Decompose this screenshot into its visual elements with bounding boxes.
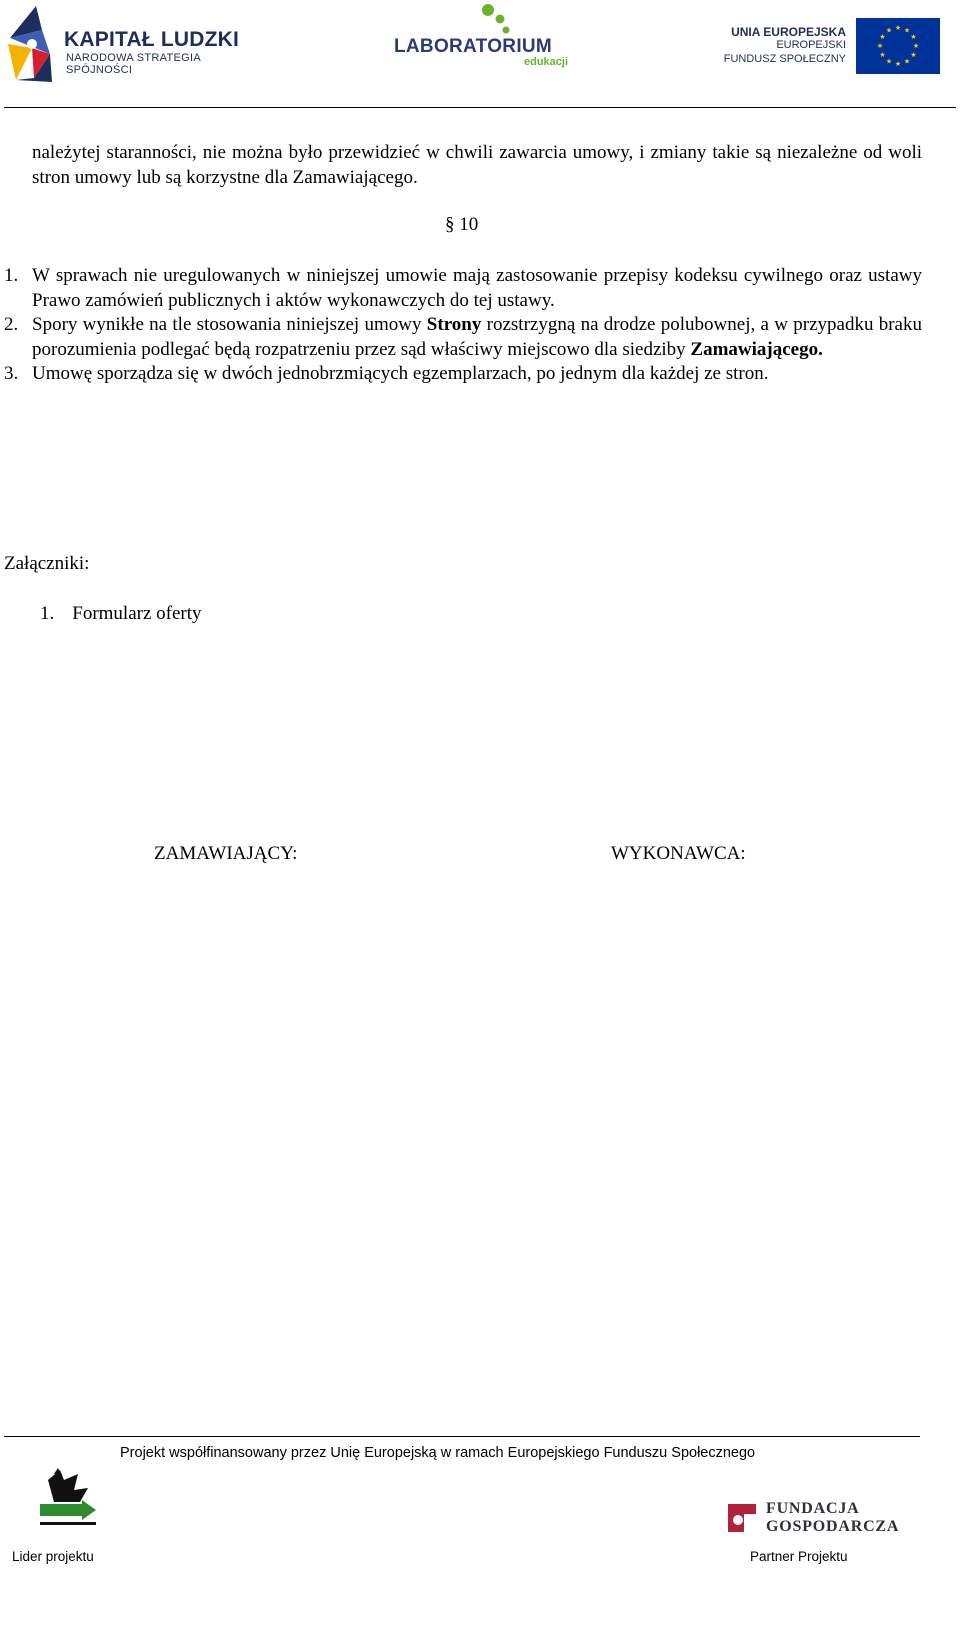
header-divider [4,107,956,108]
section-heading: § 10 [445,214,479,235]
list-item-text: Umowę sporządza się w dwóch jednobrzmiących egzemplarzach, po jednym dla każdej ze stron. [32,363,769,384]
attachments-label: Załączniki: [4,553,90,574]
kapital-ludzki-emblem-icon [6,4,62,84]
svg-text:★: ★ [912,42,920,50]
eu-subtitle-line1: EUROPEJSKI [776,39,846,51]
laboratorium-dots-icon [388,0,578,40]
eu-logo [700,16,940,80]
signature-label-client: ZAMAWIAJĄCY: [154,843,298,864]
laboratorium-title: LABORATORIUM [394,36,553,57]
fundacja-gospodarcza-logo [724,1498,914,1538]
attachment-text: Formularz oferty [72,603,202,624]
clause-list [4,264,922,387]
svg-text:★: ★ [910,51,917,59]
svg-text:★: ★ [894,24,902,32]
attachment-number: 1. [40,603,55,624]
attachment-item [40,603,202,625]
partner-label: Partner Projektu [750,1549,848,1564]
svg-text:★: ★ [903,57,911,66]
lider-logo-icon [34,1466,100,1534]
svg-text:★: ★ [879,33,886,41]
kapital-ludzki-subtitle: NARODOWA STRATEGIA SPÓJNOŚCI [66,52,201,76]
list-item-text: W sprawach nie uregulowanych w niniejszej umowie mają zastosowanie przepisy kodeksu cywilnego oraz ustawy Prawo zamówień publicznych i aktów wykonawczych do tej ustawy. [32,265,922,311]
list-item-number: 2. [4,314,19,335]
footer-divider [4,1436,920,1437]
list-item-text: rozstrzygną na drodze polubownej, a w przypadku braku porozumienia podlegać będą rozpatrzeniu przez sąd właściwy miejscowo dla siedziby [32,314,922,360]
signature-label-contractor: WYKONAWCA: [611,843,746,864]
svg-text:★: ★ [894,60,902,68]
svg-text:★: ★ [885,57,893,66]
svg-text:★: ★ [910,33,917,41]
list-item [4,264,922,313]
list-item-bold-text: Strony [426,314,482,335]
list-item-number: 1. [4,265,19,286]
svg-text:★: ★ [885,26,893,35]
list-item [4,313,922,362]
list-item-text: Spory wynikłe na tle stosowania niniejszej umowy [32,314,427,335]
svg-text:★: ★ [876,42,884,50]
laboratorium-subtitle: edukacji [524,56,569,68]
fundacja-gospodarcza-emblem-icon [724,1500,760,1536]
svg-text:★: ★ [903,26,911,35]
eu-title: UNIA EUROPEJSKA [731,25,846,39]
kapital-ludzki-logo [6,4,246,86]
cofinancing-note: Projekt współfinansowany przez Unię Europejską w ramach Europejskiego Funduszu Społecznego [120,1445,756,1461]
laboratorium-logo [388,0,578,78]
list-item-bold-text: Zamawiającego. [690,338,823,360]
svg-text:★: ★ [879,51,886,59]
intro-paragraph: należytej staranności, nie można było przewidzieć w chwili zawarcia umowy, i zmiany takie są niezależne od woli stron umowy lub są korzystne dla Zamawiającego. [32,142,922,188]
partner-name-line2: GOSPODARCZA [766,1518,900,1535]
eu-subtitle-line2: FUNDUSZ SPOŁECZNY [723,53,846,65]
eu-flag-icon [856,18,940,74]
list-item-number: 3. [4,363,19,384]
leader-label: Lider projektu [12,1549,94,1564]
kapital-ludzki-title: KAPITAŁ LUDZKI [64,28,240,51]
page-header [0,0,960,110]
partner-name-line1: FUNDACJA [766,1500,860,1517]
list-item [4,362,922,387]
